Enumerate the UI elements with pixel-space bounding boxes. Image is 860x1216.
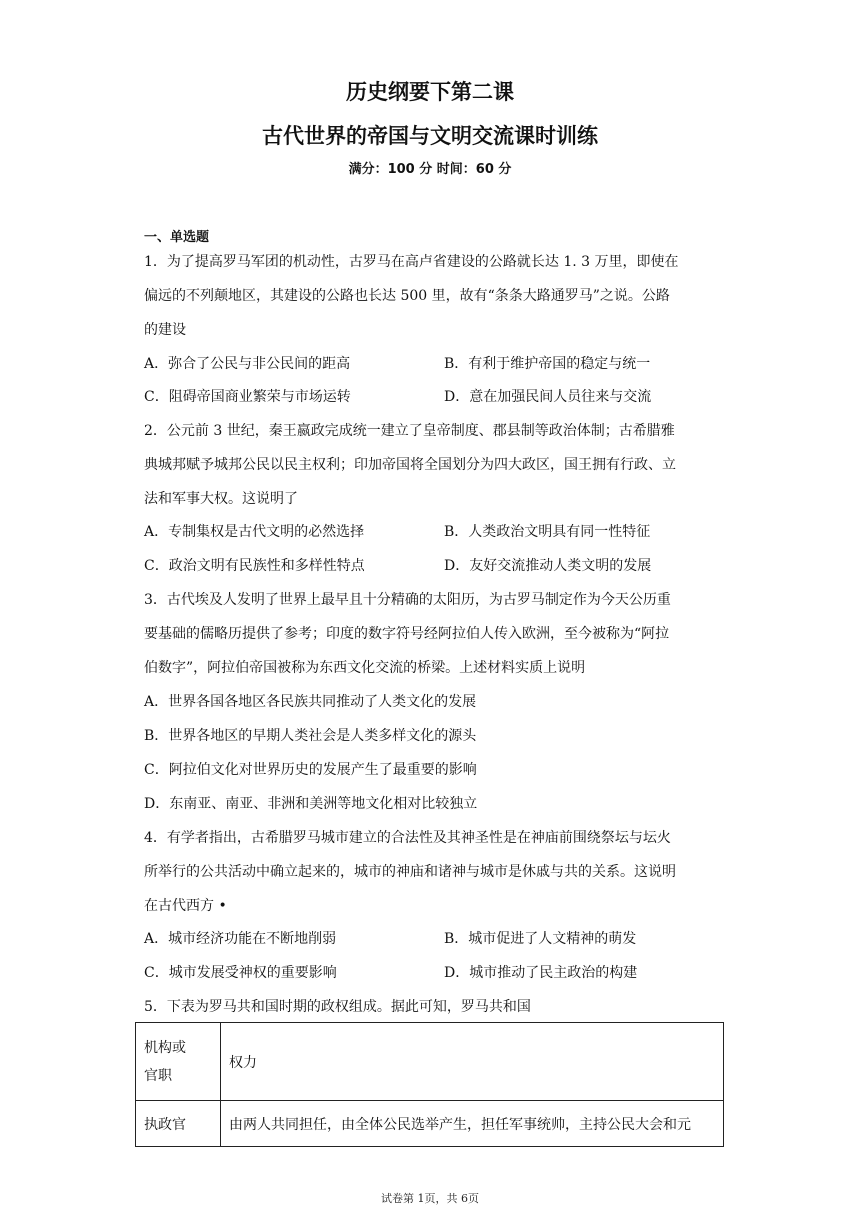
question-1-option-b[interactable]: B．有利于维护帝国的稳定与统一 xyxy=(444,356,651,372)
question-2-line-1: 2．公元前 3 世纪，秦王嬴政完成统一建立了皇帝制度、郡县制等政治体制；古希腊雅 xyxy=(144,423,675,439)
question-3-line-3: 伯数字”，阿拉伯帝国被称为东西文化交流的桥梁。上述材料实质上说明 xyxy=(144,660,586,676)
page-footer: 试卷第 1页，共 6页 xyxy=(381,1192,479,1205)
section-heading: 一、单选题 xyxy=(144,230,210,245)
question-4-line-2: 所举行的公共活动中确立起来的，城市的神庙和诸神与城市是休戚与共的关系。这说明 xyxy=(144,864,676,880)
table-row xyxy=(136,1101,724,1147)
question-1-line-2: 偏远的不列颠地区，其建设的公路也长达 500 里，故有“条条大路通罗马”之说。公路 xyxy=(144,288,670,304)
question-4-option-d[interactable]: D．城市推动了民主政治的构建 xyxy=(444,965,638,981)
question-1-line-1: 1．为了提高罗马军团的机动性，古罗马在高卢省建设的公路就长达 1. 3 万里，即使在 xyxy=(144,254,679,270)
table-header-cell-institution xyxy=(136,1023,221,1101)
page-subtitle-title: 古代世界的帝国与文明交流课时训练 xyxy=(262,124,598,148)
question-4-line-1: 4．有学者指出，古希腊罗马城市建立的合法性及其神圣性是在神庙前围绕祭坛与坛火 xyxy=(144,830,671,846)
question-4-option-b[interactable]: B．城市促进了人文精神的萌发 xyxy=(444,931,637,947)
question-2-line-2: 典城邦赋予城邦公民以民主权利；印加帝国将全国划分为四大政区，国王拥有行政、立 xyxy=(144,457,676,473)
question-3-option-a[interactable]: A．世界各国各地区各民族共同推动了人类文化的发展 xyxy=(144,694,477,710)
table-cell-consul: 执政官 xyxy=(136,1101,221,1147)
score-time-info: 满分：100 分 时间：60 分 xyxy=(348,162,512,177)
question-2-option-a[interactable]: A．专制集权是古代文明的必然选择 xyxy=(144,524,365,540)
question-4-line-3: 在古代西方 • xyxy=(144,898,227,914)
table-header-institution-line-2: 官职 xyxy=(144,1067,172,1084)
question-1-option-c[interactable]: C．阻碍帝国商业繁荣与市场运转 xyxy=(144,389,351,405)
question-1-option-a[interactable]: A．弥合了公民与非公民间的距高 xyxy=(144,356,351,372)
table-header-cell-power: 权力 xyxy=(221,1023,724,1101)
question-2-option-c[interactable]: C．政治文明有民族性和多样性特点 xyxy=(144,558,365,574)
question-4-option-a[interactable]: A．城市经济功能在不断地削弱 xyxy=(144,931,337,947)
roman-republic-table xyxy=(135,1022,724,1147)
question-1-line-3: 的建设 xyxy=(144,322,186,338)
question-3-line-2: 要基础的儒略历提供了参考；印度的数字符号经阿拉伯人传入欧洲，至今被称为“阿拉 xyxy=(144,626,670,642)
question-2-option-d[interactable]: D．友好交流推动人类文明的发展 xyxy=(444,558,652,574)
question-5-line-1: 5．下表为罗马共和国时期的政权组成。据此可知，罗马共和国 xyxy=(144,999,531,1015)
question-1-option-d[interactable]: D．意在加强民间人员往来与交流 xyxy=(444,389,652,405)
page-title: 历史纲要下第二课 xyxy=(346,80,514,104)
table-header-row xyxy=(136,1023,724,1101)
table-header-institution-line-1: 机构或 xyxy=(144,1039,186,1056)
question-3-option-b[interactable]: B．世界各地区的早期人类社会是人类多样文化的源头 xyxy=(144,728,477,744)
question-3-option-c[interactable]: C．阿拉伯文化对世界历史的发展产生了最重要的影响 xyxy=(144,762,477,778)
question-2-option-b[interactable]: B．人类政治文明具有同一性特征 xyxy=(444,524,651,540)
question-3-line-1: 3．古代埃及人发明了世界上最早且十分精确的太阳历，为古罗马制定作为今天公历重 xyxy=(144,592,671,608)
question-3-option-d[interactable]: D．东南亚、南亚、非洲和美洲等地文化相对比较独立 xyxy=(144,796,478,812)
table-cell-consul-power: 由两人共同担任，由全体公民选举产生，担任军事统帅，主持公民大会和元 xyxy=(221,1101,724,1147)
question-2-line-3: 法和军事大权。这说明了 xyxy=(144,491,298,507)
question-4-option-c[interactable]: C．城市发展受神权的重要影响 xyxy=(144,965,337,981)
